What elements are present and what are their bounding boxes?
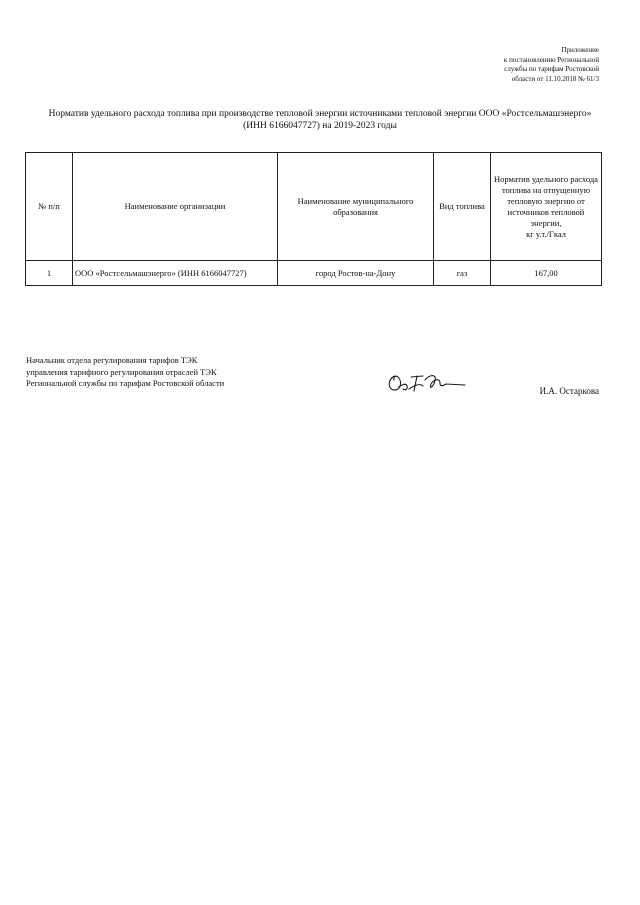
fuel-norm-table xyxy=(25,152,602,286)
position-line: Начальник отдела регулирования тарифов ТЭК xyxy=(26,355,198,365)
title-line-1: Норматив удельного расхода топлива при производстве тепловой энергии источниками тепловой энергии ООО «Ростсельмашэнерго» xyxy=(48,109,592,119)
table-header-row xyxy=(26,153,602,261)
header-fuel-type: Вид топлива xyxy=(434,153,491,261)
header-num: № п/п xyxy=(26,153,73,261)
cell-fuel-type: газ xyxy=(434,261,491,286)
table-row xyxy=(26,261,602,286)
handwritten-signature xyxy=(385,370,467,398)
position-line: управления тарифного регулирования отраслей ТЭК xyxy=(26,366,217,377)
appendix-line: к постановлению Региональной xyxy=(503,55,599,64)
appendix-note xyxy=(439,46,599,84)
cell-num: 1 xyxy=(26,261,73,286)
signatory-name: И.А. Остаркова xyxy=(539,386,599,396)
cell-organization: ООО «Ростсельмашэнерго» (ИНН 6166047727) xyxy=(73,261,278,286)
cell-norm: 167,00 xyxy=(491,261,602,286)
header-municipality: Наименование муниципального образования xyxy=(278,153,434,261)
header-norm xyxy=(491,153,602,261)
header-norm-unit: кг у.т./Гкал xyxy=(526,228,566,239)
header-organization: Наименование организации xyxy=(73,153,278,261)
position-line: Региональной службы по тарифам Ростовской области xyxy=(26,378,225,388)
title-line-2: (ИНН 6166047727) на 2019-2023 годы xyxy=(243,121,397,131)
document-title xyxy=(24,108,616,132)
cell-municipality: город Ростов-на-Дону xyxy=(278,261,434,286)
header-norm-text: Норматив удельного расхода топлива на отпущенную тепловую энергию от источников тепловой энергии, xyxy=(494,173,598,228)
signatory-position xyxy=(26,355,306,390)
appendix-line: области от 11.10.2018 № 61/3 xyxy=(511,74,599,83)
appendix-line: Приложение xyxy=(561,46,599,54)
appendix-line: службы по тарифам Ростовской xyxy=(504,65,599,73)
